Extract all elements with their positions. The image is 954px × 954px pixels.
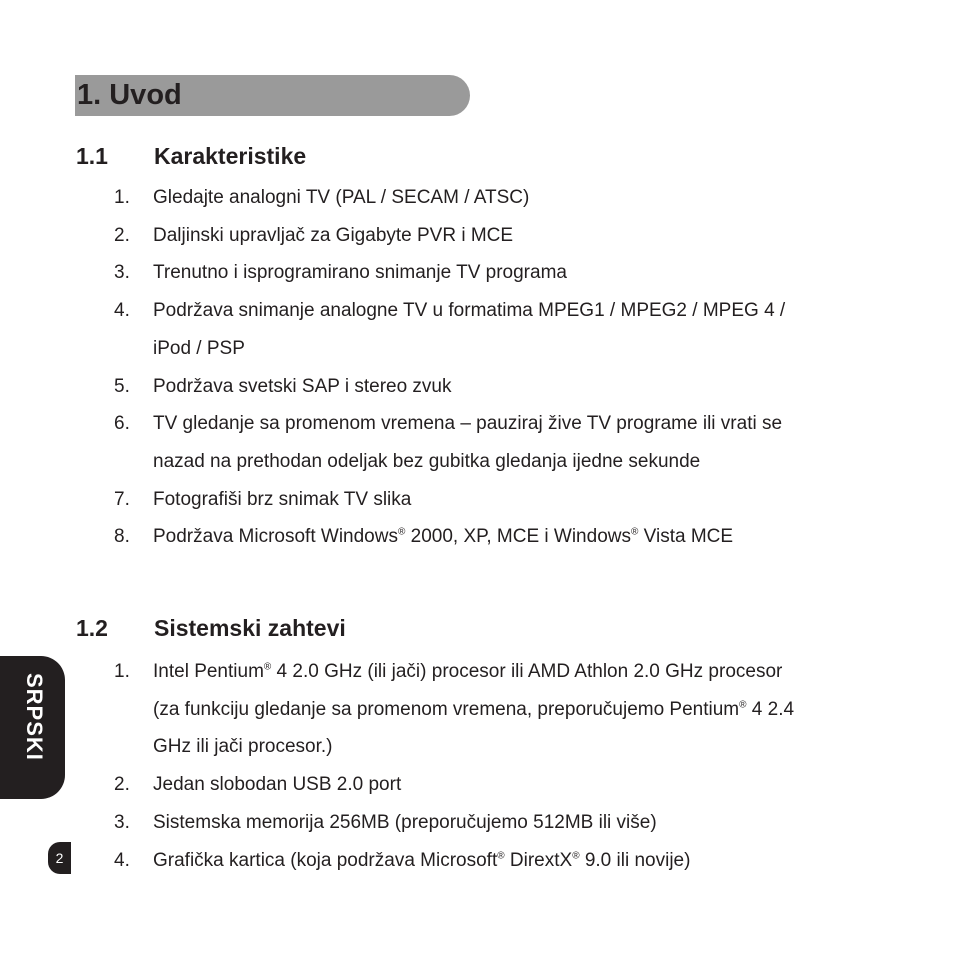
list-item-text [153,451,700,473]
text-run: 4 2.0 GHz (ili jači) procesor ili AMD Athlon 2.0 GHz procesor [271,661,783,682]
list-item-number: 2. [114,224,130,246]
list-item-number: 7. [114,488,130,510]
list-item-number: 8. [114,526,130,548]
list-item-text [153,850,690,872]
text-run: 2000, XP, MCE i Windows [405,526,631,548]
list-item-text [153,526,733,548]
list-item-text [153,661,782,683]
text-run: Sistemska memorija 256MB (preporučujemo 512MB ili više) [153,811,657,833]
text-run: TV gledanje sa promenom vremena – pauziraj žive TV programe ili vrati se [153,413,783,435]
list-item-text [153,812,657,834]
text-run: Jedan slobodan USB 2.0 port [153,774,402,796]
language-label: SRPSKI [22,673,47,761]
list-item-number: 1. [114,661,130,682]
section-number: 1.1 [76,143,108,169]
section-title: Karakteristike [154,143,307,169]
list-item-number: 4. [114,849,130,871]
list-item-text [153,376,452,398]
registered-mark: ® [263,661,272,673]
list-item-text [153,736,333,758]
chapter-title: 1. Uvod [77,79,182,111]
list-item-text [153,187,529,209]
registered-mark: ® [497,850,505,862]
registered-mark: ® [572,850,580,862]
list-item-text [153,489,411,511]
section-title: Sistemski zahtevi [154,615,346,641]
list-item-number: 4. [114,300,130,322]
text-run: Daljinski upravljač za Gigabyte PVR i MCE [153,224,514,246]
list-item-number: 5. [114,375,130,397]
list-item-text [153,338,245,360]
list-item-number: 1. [114,187,130,208]
text-run: 4 2.4 [746,698,795,720]
page-number: 2 [48,842,71,874]
list-item-number: 3. [114,262,130,284]
list-item-text [153,699,794,721]
text-run: Fotografiši brz snimak TV slika [153,488,412,510]
text-run: 9.0 ili novije) [579,849,691,871]
text-run: Podržava svetski SAP i stereo zvuk [153,375,452,397]
registered-mark: ® [630,526,639,538]
registered-mark: ® [397,526,406,538]
text-run: Podržava Microsoft Windows [153,526,398,548]
list-item-text [153,774,401,796]
text-run: Intel Pentium [153,661,264,682]
list-item-text [153,225,513,247]
text-run: iPod / PSP [153,337,245,359]
list-item-text [153,300,785,322]
text-run: Trenutno i isprogramirano snimanje TV programa [153,262,567,284]
list-item-number: 6. [114,413,130,435]
text-run: Grafička kartica (koja podržava Microsoft [153,849,498,871]
list-item-text [153,413,782,435]
text-run: (za funkciju gledanje sa promenom vremena, preporučujemo Pentium [153,698,740,720]
list-item-number: 3. [114,811,130,833]
text-run: nazad na prethodan odeljak bez gubitka gledanja ijedne sekunde [153,450,701,472]
text-run: DirextX [504,849,573,871]
list-item-number: 2. [114,774,130,796]
text-run: GHz ili jači procesor.) [153,736,333,758]
list-item-text [153,262,567,284]
registered-mark: ® [739,699,747,711]
text-run: Podržava snimanje analogne TV u formatima MPEG1 / MPEG2 / MPEG 4 / [153,300,786,322]
text-run: Vista MCE [638,526,734,548]
text-run: Gledajte analogni TV (PAL / SECAM / ATSC) [153,187,530,208]
section-number: 1.2 [76,615,108,641]
